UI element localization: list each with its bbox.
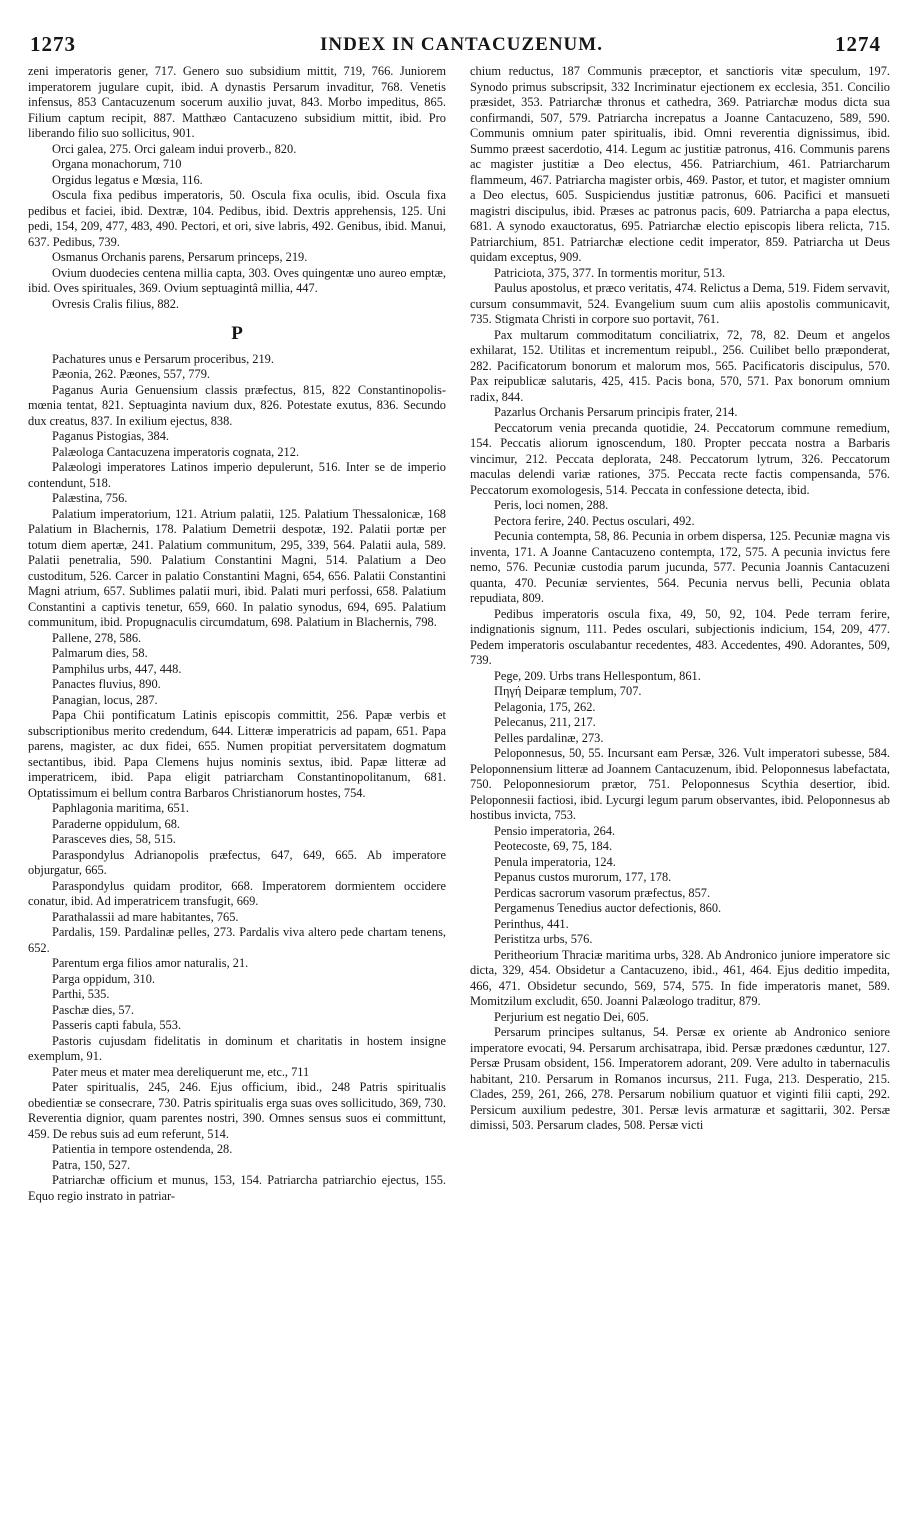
index-entry: Perdicas sacrorum vasorum præfectus, 857. bbox=[494, 885, 711, 900]
index-entry: Pecunia contempta, 58, 86. Pecunia in orbem dispersa, 125. Pecuniæ magna vis inventa, 171. A Joanne Cantacuzeno contempta, 172, 575. A pecunia invictus fere nemo, 576. Pecuniæ custodia parum jucunda, 577. Pecunia Joannis Cantacuzeni quanta, 470. Pecuniæ servientes, 564. Pecunia nervus belli, Pecunia oblata repudiata, 809. bbox=[470, 529, 890, 605]
index-entry: Pepanus custos murorum, 177, 178. bbox=[494, 870, 672, 884]
index-entry: Osmanus Orchanis parens, Persarum princeps, 219. bbox=[52, 250, 308, 264]
right-column bbox=[470, 64, 890, 1134]
index-entry: Pachatures unus e Persarum proceribus, 219. bbox=[52, 351, 274, 366]
index-entry: Paraspondylus quidam proditor, 668. Imperatorem dormientem occidere conatur, ibid. Ad imperatricem transfugit, 669. bbox=[28, 878, 446, 908]
index-entry: Palmarum dies, 58. bbox=[52, 646, 148, 660]
page-header bbox=[0, 30, 923, 60]
index-entry: Organa monachorum, 710 bbox=[52, 157, 182, 171]
index-entry: Pensio imperatoria, 264. bbox=[494, 823, 616, 838]
page-number-left: 1273 bbox=[30, 32, 76, 56]
index-entry: Ovium duodecies centena millia capta, 303. Oves quingentæ uno aureo emptæ, ibid. Oves spirituales, 369. Ovium septuagintâ millia, 447. bbox=[28, 265, 446, 295]
index-entry: Palæologa Cantacuzena imperatoris cognata, 212. bbox=[52, 444, 300, 459]
index-entry: Pæonia, 262. Pæones, 557, 779. bbox=[52, 367, 210, 381]
index-entry: Pege, 209. Urbs trans Hellespontum, 861. bbox=[494, 668, 701, 683]
index-entry: Paschæ dies, 57. bbox=[52, 1002, 134, 1017]
entries-letter-p bbox=[28, 352, 446, 1205]
index-entry: Perinthus, 441. bbox=[494, 916, 569, 931]
index-entry: Paganus Auria Genuensium classis præfectus, 815, 822 Constantinopolis-mœnia tentat, 821. Septuaginta navium dux, 826. Potestate exutus, 836. Secundo dux creatus, 837. In exilium ejectus, 838. bbox=[28, 382, 446, 428]
index-entry: Orgidus legatus e Mœsia, 116. bbox=[52, 172, 203, 187]
index-entry: Paraspondylus Adrianopolis præfectus, 647, 649, 665. Ab imperatore objurgatur, 665. bbox=[28, 847, 446, 877]
index-entry: Pater meus et mater mea dereliquerunt me, etc., 711 bbox=[52, 1064, 310, 1079]
index-entry: Pamphilus urbs, 447, 448. bbox=[52, 661, 182, 676]
index-entry: Paraderne oppidulum, 68. bbox=[52, 816, 181, 831]
index-entry: Patra, 150, 527. bbox=[52, 1157, 131, 1172]
index-entry: Papa Chii pontificatum Latinis episcopis committit, 256. Papæ verbis et subscriptionibus merito credendum, 644. Litteræ imperatricis ad papam, 651. Papa parens, magister, ac dux fidei, 655. Numen propitiat perversitatem dogmatum sectantibus, ibid. Papa Clemens hujus nominis sextus, ibid. Papæ litteræ ad imperatricem, ibid. Papa eligit patriarcham Constantinopolitanum, 681. Optatissimum ei bellum contra Barbaros Christianorum hostes, 754. bbox=[28, 708, 446, 800]
running-title: INDEX IN CANTACUZENUM. bbox=[320, 34, 603, 55]
section-letter: P bbox=[231, 323, 243, 344]
index-entry: Peritheorium Thraciæ maritima urbs, 328. Ab Andronico juniore imperatore sic dicta, 329, 454. Obsidetur a Cantacuzeno, ibid., 461, 464. Ejus deditio impedita, 466, 471. Obsidetur secundo, 569, 574, 575. In fide imperatoris manet, 589. Momitzilum excludit, 650. Joanni Palæologo traditur, 879. bbox=[470, 947, 890, 1008]
index-entry: Pax multarum commoditatum conciliatrix, 72, 78, 82. Deum et angelos exhilarat, 152. Utilitas et incrementum reipubl., 256. Cuilibet bello præponderat, 282. Pacificatorum bonorum et malorum mos, 565. Pacificatoris discipulus, 570. Pax reipublicæ salutaris, 425, 415. Pacis bona, 570, 571. Pax bonorum omnium radix, 844. bbox=[470, 327, 890, 404]
index-entry: Peris, loci nomen, 288. bbox=[494, 498, 609, 512]
index-entry: Parga oppidum, 310. bbox=[52, 971, 156, 986]
index-entry: Parathalassii ad mare habitantes, 765. bbox=[52, 909, 239, 924]
index-entry: Parasceves dies, 58, 515. bbox=[52, 832, 176, 846]
index-entry: Pectora ferire, 240. Pectus osculari, 492. bbox=[494, 513, 695, 528]
index-entry: Patientia in tempore ostendenda, 28. bbox=[52, 1142, 233, 1156]
index-entry: Palæologi imperatores Latinos imperio depulerunt, 516. Inter se de imperio contendunt, 518. bbox=[28, 460, 446, 490]
index-entry: Peotecoste, 69, 75, 184. bbox=[494, 839, 613, 853]
entries-letter-o bbox=[28, 64, 446, 312]
entries-right bbox=[470, 64, 890, 1134]
index-entry: Pallene, 278, 586. bbox=[52, 630, 142, 645]
index-entry: Pazarlus Orchanis Persarum principis frater, 214. bbox=[494, 405, 738, 419]
index-entry: Peccatorum venia precanda quotidie, 24. Peccatorum commune remedium, 154. Peccatis aliorum ignoscendum, 180. Propter peccata nostra a Barbaris vincimur, 212. Peccata deplorata, 248. Peccatorum lytrum, 326. Peccatorum maculas delendi variæ rationes, 375. Peccata recte factis compensanda, 576. Peccatorum exomologesis, 514. Peccata in confessione detecta, ibid. bbox=[470, 420, 890, 497]
index-entry: Peloponnesus, 50, 55. Incursant eam Persæ, 326. Vult imperatori subesse, 584. Peloponnensium litteræ ad Joannem Cantacuzenum, ibid. Peloponnesus labefactata, 750. Peloponnesiorum prætor, 751. Peloponnesus Scythia desertior, ibid. Peloponnesii factiosi, ibid. Lycurgi legum parum observantes, ibid. Peloponnesus ab hostibus invicta, 753. bbox=[470, 746, 890, 822]
index-entry: Pastoris cujusdam fidelitatis in dominum et charitatis in hostem insigne exemplum, 91. bbox=[28, 1033, 446, 1063]
index-entry: Pelles pardalinæ, 273. bbox=[494, 730, 604, 745]
index-entry: Paphlagonia maritima, 651. bbox=[52, 801, 189, 815]
index-entry: Palæstina, 756. bbox=[52, 491, 128, 505]
index-entry: Paulus apostolus, et præco veritatis, 474. Relictus a Dema, 519. Fidem servavit, cursum consummavit, 524. Evangelium suum cum aliis apostolis communicavit, 735. Stigmata Christi in corpore suo portavit, 761. bbox=[470, 281, 890, 326]
index-entry: Patriarchæ officium et munus, 153, 154. Patriarcha patriarchio ejectus, 155. Equo regio instrato in patriar- bbox=[28, 1173, 446, 1203]
index-entry: Panagian, locus, 287. bbox=[52, 692, 158, 707]
index-entry: Parthi, 535. bbox=[52, 987, 110, 1001]
index-entry: Pardalis, 159. Pardalinæ pelles, 273. Pardalis viva altero pede chartam tenens, 652. bbox=[28, 925, 446, 955]
index-entry: Πηγή Deiparæ templum, 707. bbox=[494, 684, 642, 698]
page-number-right: 1274 bbox=[835, 32, 881, 56]
index-entry: Penula imperatoria, 124. bbox=[494, 854, 616, 869]
index-entry: Parentum erga filios amor naturalis, 21. bbox=[52, 956, 249, 970]
index-entry: Passeris capti fabula, 553. bbox=[52, 1018, 182, 1032]
index-entry: Pedibus imperatoris oscula fixa, 49, 50, 92, 104. Pede terram ferire, indignationis signum, 111. Pedes osculari, subjectionis indicium, 154, 209, 477. Pedem imperatoris osculabantur recedentes, 483. Accedentes, 490. Adorantes, 509, 739. bbox=[470, 606, 890, 667]
index-entry: Palatium imperatorium, 121. Atrium palatii, 125. Palatium Thessalonicæ, 168 Palatium in Blachernis, 178. Palatium Demetrii despotæ, 192. Palatii portæ per totum diem apertæ, 241. Palatium communitum, 295, 339, 564. Palatii aula, 589. Palatii penetralia, 590. Palatium Constantini Magni, 514. Palatium a Deo custoditum, 526. Carcer in palatio Constantini Magni, 654, 656. Palatii Constantini Magni atrium, 657. Sublimes palatii muri, ibid. Palati muri perfossi, 658. Palatium Constantini a captivis tenetur, 659, 660. In palatio synodus, 694, 695. Palatium communitum, ibid. Propugnaculis circumdatum, 698. Palatium in Blachernis, 798. bbox=[28, 506, 446, 629]
index-entry: Ovresis Cralis filius, 882. bbox=[52, 296, 179, 311]
index-entry: Paganus Pistogias, 384. bbox=[52, 429, 170, 443]
index-entry: Oscula fixa pedibus imperatoris, 50. Oscula fixa oculis, ibid. Oscula fixa pedibus et faciei, ibid. Dextræ, 104. Pedibus, ibid. Dextris apprehensis, 125. Uni pedi, 154, 209, 477, 483, 490. Pectori, et ori, sive labris, 492. Genibus, ibid. Manui, 637. Pedibus, 739. bbox=[28, 188, 446, 249]
index-entry: Pater spiritualis, 245, 246. Ejus officium, ibid., 248 Patris spiritualis obedientiæ se consecrare, 730. Patris spiritualis erga suas oves sollicitudo, 369, 730. Reverentia dignior, quam parentes nostri, 390. Omnes sensus suos ei committunt, 459. De rebus suis ad eum referunt, 514. bbox=[28, 1080, 446, 1141]
index-entry: Perjurium est negatio Dei, 605. bbox=[494, 1009, 649, 1024]
index-entry: Panactes fluvius, 890. bbox=[52, 677, 161, 691]
index-entry: Pergamenus Tenedius auctor defectionis, 860. bbox=[494, 901, 722, 915]
index-entry: Persarum principes sultanus, 54. Persæ ex oriente ab Andronico seniore imperatore evocati, 94. Persarum archisatrapa, ibid. Persæ prædones cæduntur, 127. Persæ Prusam obsident, 156. Imperatorem adorant, 209. Vere adulto in tabernaculis habitant, 210. Persarum in Romanos incursus, 211. Fuga, 213. Desperatio, 215. Clades, 259, 261, 266, 278. Persarum nobilium quatuor et viginti filii capti, 292. Persicum auxilium pedestre, 301. Persæ levis armaturæ et sagittarii, 302. Persæ dimissi, 503. Persarum clades, 508. Persæ victi bbox=[470, 1025, 890, 1132]
index-entry: Pelagonia, 175, 262. bbox=[494, 699, 596, 714]
index-entry: chium reductus, 187 Communis præceptor, et sanctioris vitæ speculum, 197. Synodo primus subscripsit, 332 Incriminatur ejectionem ex ecclesia, 351. Concilio præsidet, 353. Patriarchæ thronus et cathedra, 369. Patriarchæ modus dicta sua confirmandi, 507, 579. Patriarcha increpatus a Joanne Cantacuzeno, 589, 590. Communis omnium pater spiritualis, ibid. Omni reverentia dignissimus, ibid. Summo præest sacerdotio, 414. Legum ac justitiæ patronus, 416. Communis parens ac magister justitiæ a Deo electus, 456. Patriarchium, 461. Patriarcharum flammeum, 467. Patriarcha magister orbis, 469. Pastor, et tutor, et magister omnium a Deo electus, 605. Suspiciendus justitiæ patronus, 606. Pacifici et mansueti magistri discipulus, ibid. Præses ac patronus pacis, 609. Patriarcha a papa electus, 681. A synodo exauctoratus, 695. Patriarchæ electio episcopis libera relicta, 715. Patriarchium, 851. Patriarchæ electione cedit imperator, 859. Patriarcha ut Deus quidam exceptus, 909. bbox=[470, 64, 890, 264]
left-column bbox=[28, 64, 446, 1204]
index-entry: Peristitza urbs, 576. bbox=[494, 932, 593, 946]
index-entry: Pelecanus, 211, 217. bbox=[494, 715, 596, 729]
index-entry: Orci galea, 275. Orci galeam indui proverb., 820. bbox=[52, 141, 297, 156]
index-entry: Patriciota, 375, 377. In tormentis moritur, 513. bbox=[494, 265, 726, 280]
index-entry: zeni imperatoris gener, 717. Genero suo subsidium mittit, 719, 766. Juniorem imperatorem jugulare cupit, ibid. A dynastis Persarum invaditur, 768. Venetis infensus, 853 Cantacuzenum socerum auxilio juvat, 843. Morbo impeditus, 865. Filium captum recipit, 887. Matthæo Cantacuzeno subsidium mittit, ibid. Pro liberando filio suo sollicitus, 901. bbox=[28, 64, 446, 140]
